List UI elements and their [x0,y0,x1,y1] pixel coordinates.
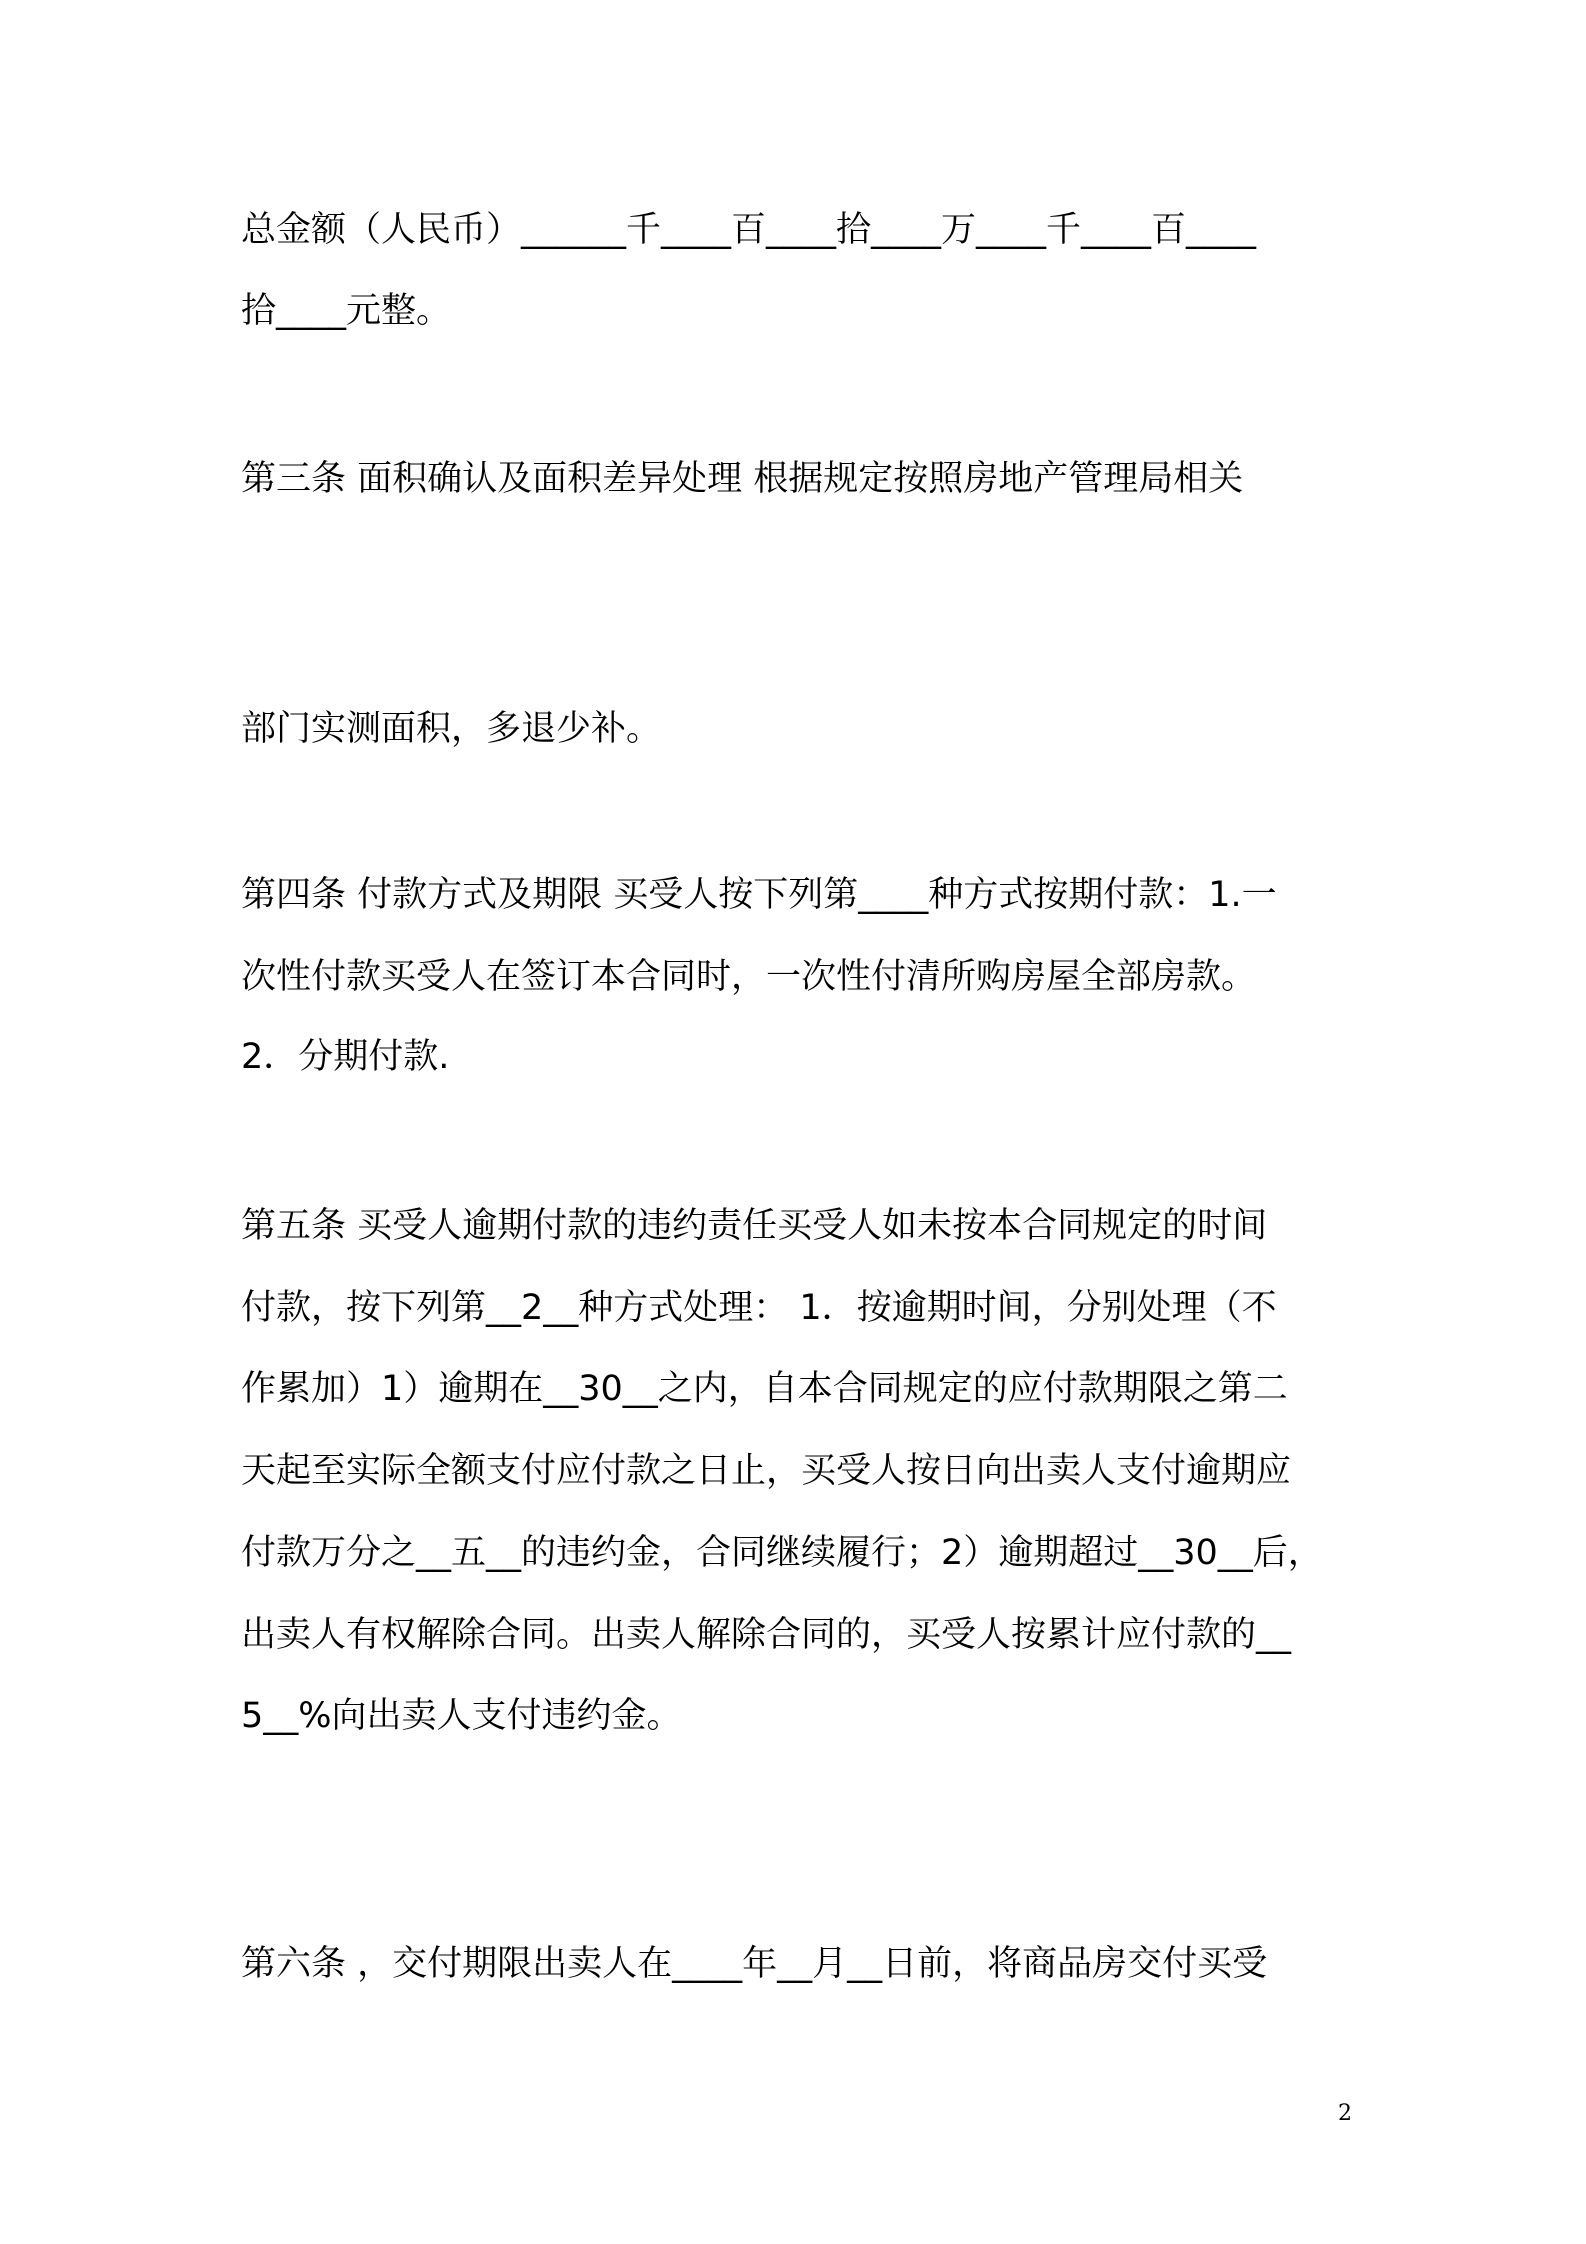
text-line: 拾____元整。 [241,291,452,331]
text-line: 总金额（人民币）______千____百____拾____万____千____百____ [241,210,1257,250]
text-line: 第四条 付款方式及期限 买受人按下列第____种方式按期付款：1.一 [241,875,1277,915]
text-line: 次性付款买受人在签订本合同时，一次性付清所购房屋全部房款。 [241,957,1257,997]
text-line: 部门实测面积，多退少补。 [241,709,662,749]
text-line: 第三条 面积确认及面积差异处理 根据规定按照房地产管理局相关 [241,459,1244,499]
text-line: 作累加）1）逾期在__30__之内，自本合同规定的应付款期限之第二 [241,1369,1288,1409]
text-line: 第六条 ，交付期限出卖人在____年__月__日前，将商品房交付买受 [241,1944,1268,1984]
text-line: 出卖人有权解除合同。出卖人解除合同的，买受人按累计应付款的__ [241,1615,1292,1655]
text-line: 天起至实际全额支付应付款之日止，买受人按日向出卖人支付逾期应 [241,1451,1292,1491]
text-line: 第五条 买受人逾期付款的违约责任买受人如未按本合同规定的时间 [241,1206,1268,1246]
text-line: 付款万分之__五__的违约金，合同继续履行；2）逾期超过__30__后， [241,1533,1323,1573]
text-line: 2．分期付款. [241,1037,450,1077]
text-line: 5__%向出卖人支付违约金。 [241,1696,682,1736]
text-line: 付款，按下列第__2__种方式处理： 1．按逾期时间，分别处理（不 [241,1288,1277,1328]
page-number: 2 [1338,2101,1352,2126]
